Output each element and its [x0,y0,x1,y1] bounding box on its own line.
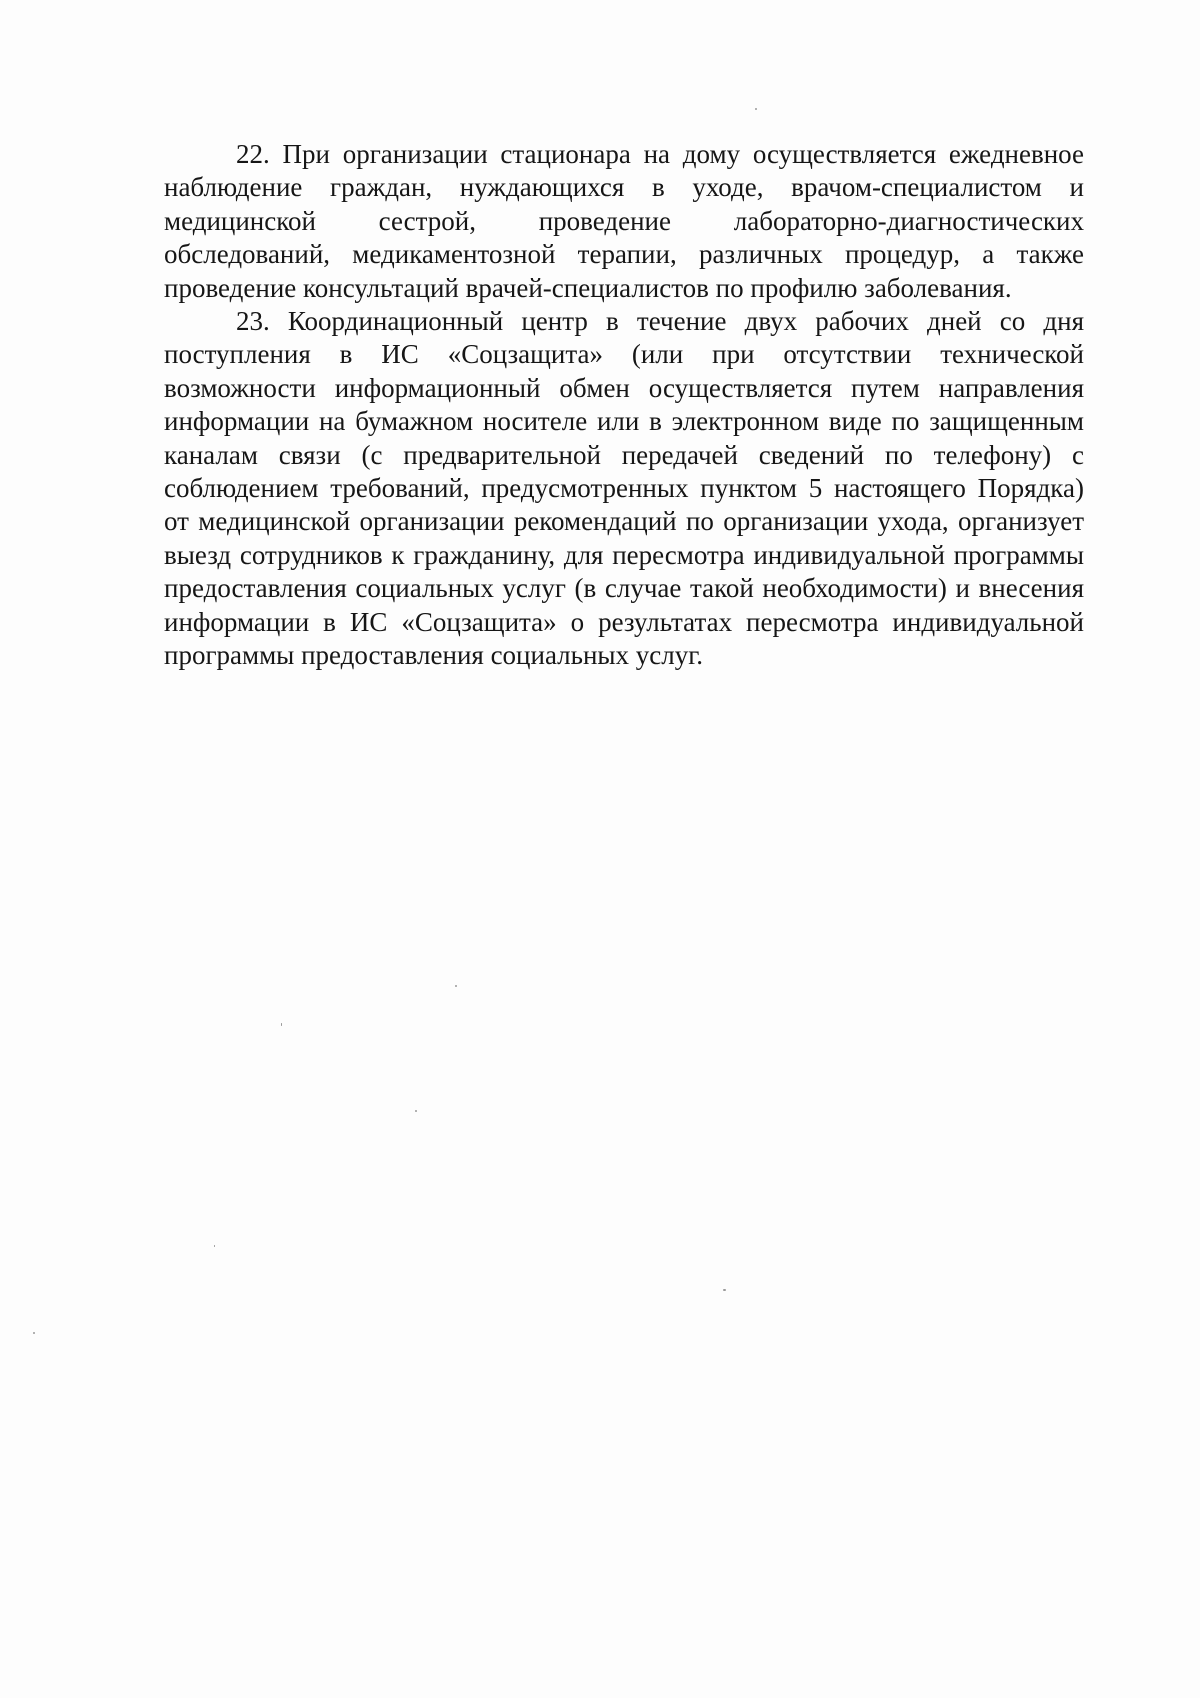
scan-speck [415,1110,417,1112]
scan-speck [214,1245,215,1247]
scan-speck [281,1023,282,1026]
scan-speck [33,1332,35,1334]
scan-speck [455,985,457,987]
scan-speck [755,108,757,110]
scan-speck [723,1289,726,1291]
paragraph-23: 23. Координационный центр в течение двух рабочих дней со дня поступления в ИС «Соцзащита» (или при отсутствии технической возможности информационный обмен осуществляется путем направления информации на бумажном носителе или в электронном виде по защищенным каналам связи (с предварительной передачей сведений по телефону) с соблюдением требований, предусмотренных пунктом 5 настоящего Порядка) от медицинской организации рекомендаций по организации ухода, организует выезд сотрудников к гражданину, для пересмотра индивидуальной программы предоставления социальных услуг (в случае такой необходимости) и внесения информации в ИС «Соцзащита» о результатах пересмотра индивидуальной программы предоставления социальных услуг. [164,306,1084,671]
paragraph-22: 22. При организации стационара на дому осуществляется ежедневное наблюдение граждан, нуждающихся в уходе, врачом-специалистом и медицинской сестрой, проведение лабораторно-диагностических обследований, медикаментозной терапии, различных процедур, а также проведение консультаций врачей-специалистов по профилю заболевания. [164,139,1084,303]
document-body [164,138,1084,673]
